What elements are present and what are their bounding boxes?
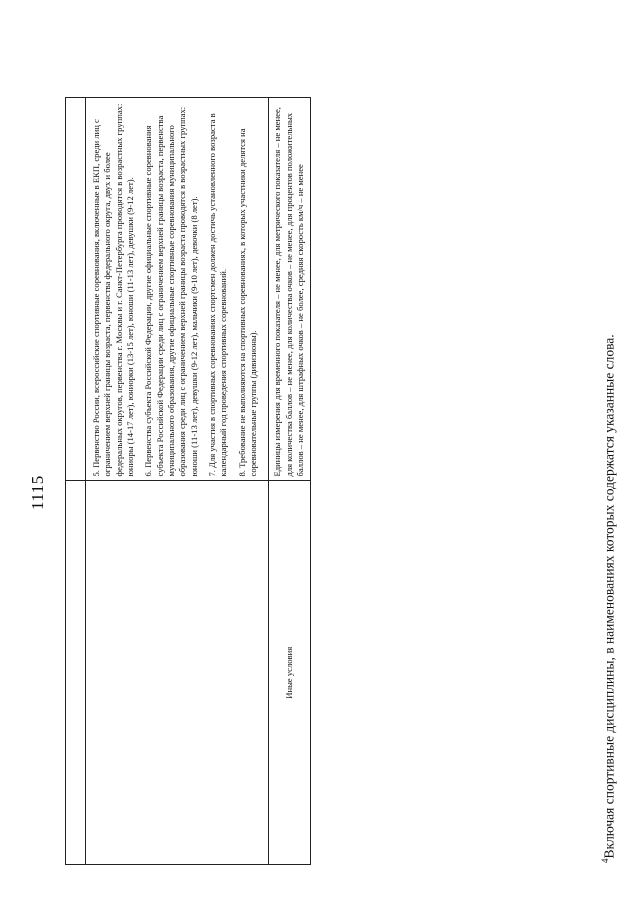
table-row-other-conditions xyxy=(269,98,310,865)
requirements-table xyxy=(65,97,311,865)
table-cell-other-conditions xyxy=(269,98,310,482)
list-item: 8. Требование не выполняются на спортивных соревнованиях, в которых участники делятся на соревновательные группы (дивизионы). xyxy=(236,128,259,477)
rotated-content xyxy=(20,35,640,885)
other-conditions-label: Иные условия xyxy=(269,481,310,865)
list-item: 6. Первенства субъекта Российской Федерации, другие официальные спортивные соревнования субъекта Российской Федерации среди лиц с ограничением верхней границы возраста, первенства муниципального образования, другие официальные спортивные соревнования муниципального образования среди лиц с ограничением верхней границы возраста проводятся в возрастных группах: юноши (11-13 лет), девушки (9-12 лет), мальчики (9-10 лет), девочки (8 лет). xyxy=(143,106,199,477)
table-row-age-requirements xyxy=(86,98,269,865)
table-cell-blank-label xyxy=(86,481,269,865)
table-cell-empty xyxy=(66,98,86,482)
list-item: 7. Для участия в спортивных соревнованиях спортсмен должен достичь установленного возраста в календарный год проведения спортивных соревнований. xyxy=(207,113,229,477)
table-cell-age-requirements xyxy=(86,98,269,482)
table-cell-empty xyxy=(66,481,86,865)
footnote xyxy=(600,103,618,863)
units-text: Единицы измерения для временного показателя – не менее, для метрического показателя – не менее, для количества баллов – не менее, для количества очков – не менее, для процентов положительных баллов – не менее, для штрафных очков – не более, средняя скорость км/ч – не менее xyxy=(272,107,306,477)
page-number: 1115 xyxy=(28,475,47,510)
footnote-text: Включая спортивные дисциплины, в наименованиях которых содержатся указанные слова. xyxy=(601,334,617,859)
footnote-marker: 4 xyxy=(600,858,610,863)
table-row-top xyxy=(66,98,86,865)
list-item: 5. Первенство России, всероссийские спортивные соревнования, включенные в ЕКП, среди лиц с ограничением верхней границы возраста, первенства федерального округа, двух и более федеральных округов, первенства г. Москвы и г. Санкт-Петербурга проводятся в возрастных группах: юниоры (14-17 лет), юниорки (13-15 лет), юноши (11-13 лет), девушки (9-12 лет). xyxy=(91,103,136,477)
